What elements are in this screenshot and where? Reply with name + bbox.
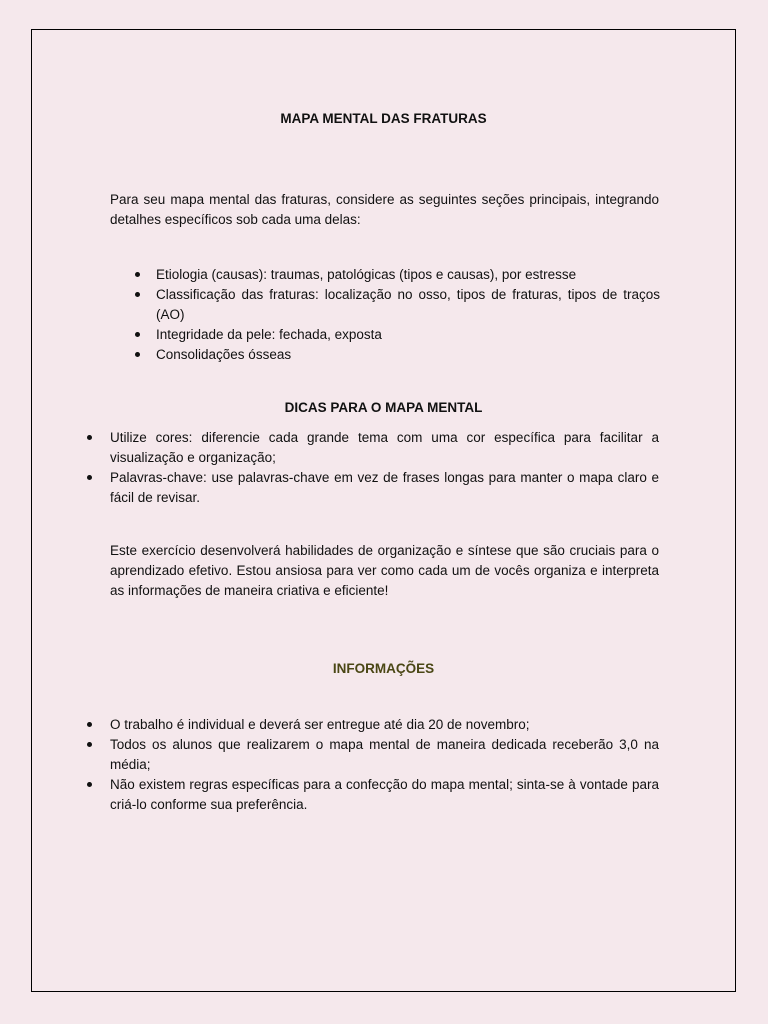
- tips-list: [110, 428, 659, 508]
- closing-paragraph: Este exercício desenvolverá habilidades de organização e síntese que são cruciais para o aprendizado efetivo. Estou ansiosa para ver como cada um de vocês organiza e interpreta as informações de maneira criativa e eficiente!: [110, 543, 659, 598]
- list-item: Todos os alunos que realizarem o mapa mental de maneira dedicada receberão 3,0 na média;: [110, 735, 659, 775]
- list-item: O trabalho é individual e deverá ser entregue até dia 20 de novembro;: [110, 715, 659, 735]
- list-item: Utilize cores: diferencie cada grande tema com uma cor específica para facilitar a visualização e organização;: [110, 428, 659, 468]
- list-item: Classificação das fraturas: localização no osso, tipos de fraturas, tipos de traços (AO): [156, 285, 660, 325]
- info-list: [110, 715, 659, 815]
- tips-heading: DICAS PARA O MAPA MENTAL: [284, 400, 483, 415]
- intro-paragraph: Para seu mapa mental das fraturas, considere as seguintes seções principais, integrando detalhes específicos sob cada uma delas:: [110, 192, 659, 227]
- document-title: MAPA MENTAL DAS FRATURAS: [280, 111, 487, 126]
- info-heading: INFORMAÇÕES: [332, 661, 435, 676]
- sections-list: [156, 265, 660, 365]
- list-item: Não existem regras específicas para a confecção do mapa mental; sinta-se à vontade para criá-lo conforme sua preferência.: [110, 775, 659, 815]
- list-item: Consolidações ósseas: [156, 345, 660, 365]
- list-item: Integridade da pele: fechada, exposta: [156, 325, 660, 345]
- list-item: Etiologia (causas): traumas, patológicas (tipos e causas), por estresse: [156, 265, 660, 285]
- list-item: Palavras-chave: use palavras-chave em vez de frases longas para manter o mapa claro e fácil de revisar.: [110, 468, 659, 508]
- document-page: [31, 29, 736, 992]
